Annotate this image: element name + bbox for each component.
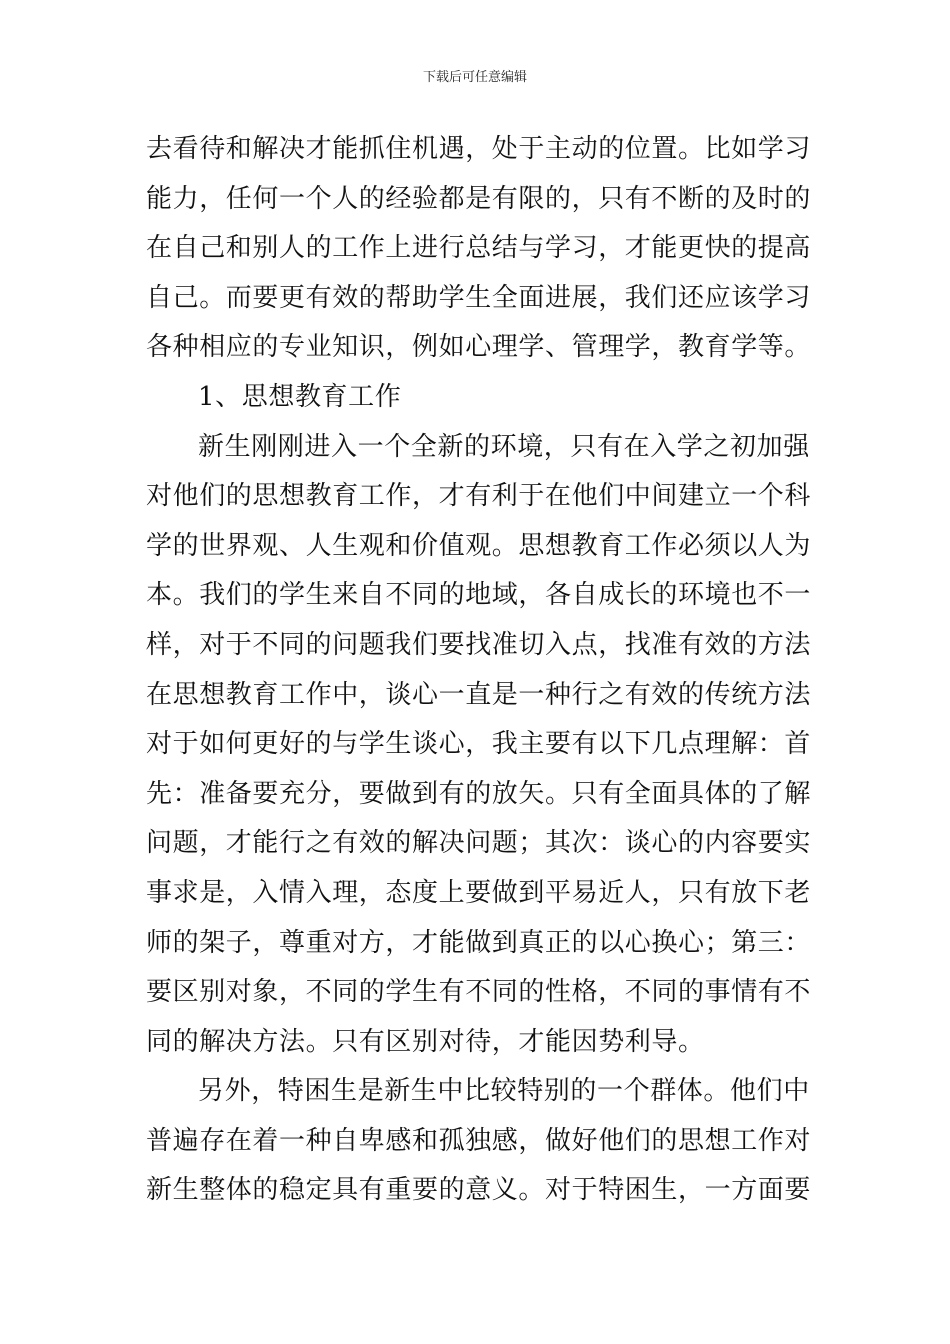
text-line: 普遍存在着一种自卑感和孤独感，做好他们的思想工作对 [146,1125,811,1156]
text-line: 另外，特困生是新生中比较特别的一个群体。他们中 [198,1076,810,1107]
text-line: 各种相应的专业知识，例如心理学、管理学，教育学等。 [146,332,811,363]
text-line: 新生刚刚进入一个全新的环境，只有在入学之初加强 [198,431,810,462]
text-line: 同的解决方法。只有区别对待，才能因势利导。 [146,1026,705,1057]
text-line: 师的架子，尊重对方，才能做到真正的以心换心；第三： [146,927,811,958]
text-line: 去看待和解决才能抓住机遇，处于主动的位置。比如学习 [146,134,811,164]
text-line: 对他们的思想教育工作，才有利于在他们中间建立一个科 [146,481,811,512]
text-line: 自己。而要更有效的帮助学生全面进展，我们还应该学习 [146,282,811,313]
page-header: 下载后可任意编辑 [422,70,527,85]
body-text [146,125,811,1216]
text-line: 样，对于不同的问题我们要找准切入点，找准有效的方法 [146,629,811,660]
text-line: 问题，才能行之有效的解决问题；其次：谈心的内容要实 [146,828,811,859]
text-line: 能力，任何一个人的经验都是有限的，只有不断的及时的 [146,183,811,214]
text-line: 事求是，入情入理，态度上要做到平易近人，只有放下老 [146,877,811,908]
text-line: 先：准备要充分，要做到有的放矢。只有全面具体的了解 [146,778,811,809]
text-line: 在自己和别人的工作上进行总结与学习，才能更快的提高 [146,233,811,264]
text-line: 要区别对象，不同的学生有不同的性格，不同的事情有不 [146,977,811,1008]
text-line: 新生整体的稳定具有重要的意义。对于特困生，一方面要 [146,1175,811,1206]
text-line: 在思想教育工作中，谈心一直是一种行之有效的传统方法 [146,679,811,710]
text-line: 对于如何更好的与学生谈心，我主要有以下几点理解：首 [146,729,811,760]
text-line: 1、思想教育工作 [198,381,402,412]
text-line: 学的世界观、人生观和价值观。思想教育工作必须以人为 [146,530,811,561]
text-line: 本。我们的学生来自不同的地域，各自成长的环境也不一 [146,580,811,611]
